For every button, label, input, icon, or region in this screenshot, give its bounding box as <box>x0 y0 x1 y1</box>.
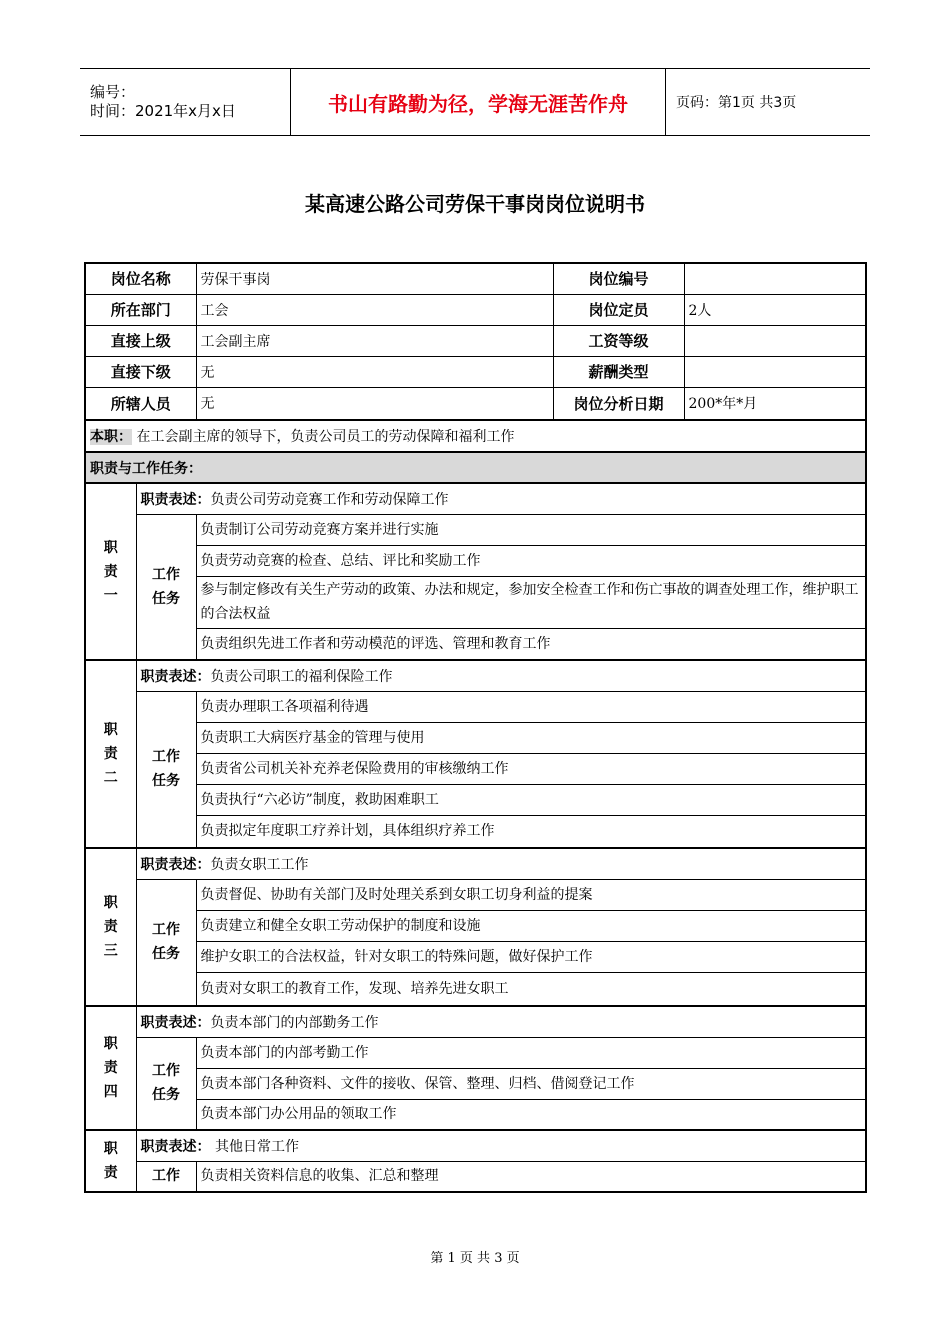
duty-label: 本职： <box>90 429 132 445</box>
responsibility-label-char: 职 <box>103 539 118 556</box>
task-item: 负责职工大病医疗基金的管理与使用 <box>196 722 866 753</box>
staff-label: 所辖人员 <box>85 387 196 420</box>
subordinate-value: 无 <box>196 356 553 387</box>
task-item: 负责本部门各种资料、文件的接收、保管、整理、归档、借阅登记工作 <box>196 1068 866 1099</box>
number-label: 编号： <box>90 83 136 101</box>
job-no-label: 岗位编号 <box>553 263 684 294</box>
responsibility-label <box>85 1130 136 1192</box>
task-item: 参与制定修改有关生产劳动的政策、办法和规定，参加安全检查工作和伤亡事故的调查处理工作，维护职工的合法权益 <box>196 576 866 628</box>
task-label-line: 任务 <box>152 773 180 790</box>
responsibility-label-char: 四 <box>103 1084 118 1100</box>
salary-label: 薪酬类型 <box>553 356 684 387</box>
responsibility-label-char: 一 <box>103 587 118 604</box>
task-item: 负责办理职工各项福利待遇 <box>196 691 866 722</box>
task-item: 负责相关资料信息的收集、汇总和整理 <box>196 1161 866 1192</box>
task-label-line: 任务 <box>152 1087 180 1104</box>
task-label <box>136 1037 196 1130</box>
description-label: 职责表述： <box>140 1138 211 1155</box>
wage-value <box>684 325 866 356</box>
task-label <box>136 879 196 1006</box>
task-item: 负责省公司机关补充养老保险费用的审核缴纳工作 <box>196 753 866 784</box>
description-text: 负责公司职工的福利保险工作 <box>210 668 393 685</box>
responsibility-label-char: 职 <box>103 722 118 738</box>
duty-text: 在工会副主席的领导下，负责公司员工的劳动保障和福利工作 <box>136 429 515 445</box>
responsibility-label-char: 责 <box>103 1060 118 1076</box>
date-label: 岗位分析日期 <box>553 387 684 420</box>
task-label <box>136 1161 196 1192</box>
task-label-line: 任务 <box>152 946 180 963</box>
task-label-line: 工作 <box>152 1063 180 1080</box>
task-label <box>136 514 196 660</box>
task-label-line: 任务 <box>152 590 180 607</box>
task-item: 负责劳动竞赛的检查、总结、评比和奖励工作 <box>196 545 866 576</box>
responsibility-label-char: 二 <box>103 770 118 786</box>
responsibilities-header: 职责与工作任务： <box>85 452 866 483</box>
motto: 书山有路勤为径，学海无涯苦作舟 <box>291 69 666 136</box>
description-text: 其他日常工作 <box>210 1138 299 1155</box>
responsibility-description <box>136 1006 866 1037</box>
job-name-label: 岗位名称 <box>85 263 196 294</box>
time-label: 时间：2021年x月x日 <box>90 102 236 120</box>
responsibility-label <box>85 1006 136 1130</box>
quota-value: 2人 <box>684 294 866 325</box>
subordinate-label: 直接下级 <box>85 356 196 387</box>
task-item: 负责执行“六必访”制度，救助困难职工 <box>196 784 866 815</box>
superior-label: 直接上级 <box>85 325 196 356</box>
responsibility-label-char: 责 <box>103 746 118 762</box>
responsibility-description <box>136 660 866 691</box>
description-text: 负责本部门的内部勤务工作 <box>210 1014 379 1031</box>
dept-value: 工会 <box>196 294 553 325</box>
superior-value: 工会副主席 <box>196 325 553 356</box>
responsibility-label-char: 责 <box>103 563 118 580</box>
quota-label: 岗位定员 <box>553 294 684 325</box>
page-footer: 第 1 页 共 3 页 <box>430 1251 520 1266</box>
job-description-table <box>84 262 867 1193</box>
responsibility-label-char: 责 <box>103 1165 118 1181</box>
page-header <box>80 68 870 136</box>
page-info: 页码：第1页 共3页 <box>676 95 797 111</box>
task-item: 负责本部门的内部考勤工作 <box>196 1037 866 1068</box>
task-item: 负责督促、协助有关部门及时处理关系到女职工切身利益的提案 <box>196 879 866 910</box>
task-item: 负责建立和健全女职工劳动保护的制度和设施 <box>196 910 866 941</box>
job-name-value: 劳保干事岗 <box>196 263 553 294</box>
task-item: 负责对女职工的教育工作，发现、培养先进女职工 <box>196 972 866 1006</box>
responsibility-label-char: 职 <box>103 895 118 911</box>
header-meta <box>80 69 291 136</box>
responsibility-label-char: 责 <box>103 919 118 935</box>
responsibility-label <box>85 848 136 1006</box>
task-label-line: 工作 <box>152 922 180 939</box>
wage-label: 工资等级 <box>553 325 684 356</box>
salary-value <box>684 356 866 387</box>
task-label <box>136 691 196 848</box>
staff-value: 无 <box>196 387 553 420</box>
document-title: 某高速公路公司劳保干事岗岗位说明书 <box>305 192 645 216</box>
responsibility-label-char: 职 <box>103 1036 118 1052</box>
responsibility-description <box>136 1130 866 1161</box>
responsibility-label-char: 职 <box>103 1141 118 1157</box>
task-item: 维护女职工的合法权益，针对女职工的特殊问题，做好保护工作 <box>196 941 866 972</box>
task-item: 负责制订公司劳动竞赛方案并进行实施 <box>196 514 866 545</box>
description-label: 职责表述： <box>140 491 211 508</box>
responsibility-label <box>85 660 136 848</box>
description-text: 负责女职工工作 <box>210 856 309 873</box>
task-label-line: 工作 <box>152 566 180 583</box>
duty-row <box>85 420 866 452</box>
description-label: 职责表述： <box>140 1014 211 1031</box>
task-label-line: 工作 <box>152 749 180 766</box>
task-item: 负责组织先进工作者和劳动模范的评选、管理和教育工作 <box>196 628 866 660</box>
description-label: 职责表述： <box>140 856 211 873</box>
description-label: 职责表述： <box>140 668 211 685</box>
responsibility-label <box>85 483 136 660</box>
responsibility-description <box>136 483 866 514</box>
task-item: 负责本部门办公用品的领取工作 <box>196 1099 866 1130</box>
task-item: 负责拟定年度职工疗养计划，具体组织疗养工作 <box>196 815 866 848</box>
dept-label: 所在部门 <box>85 294 196 325</box>
job-no-value <box>684 263 866 294</box>
responsibility-description <box>136 848 866 879</box>
responsibility-label-char: 三 <box>103 943 118 959</box>
task-label-line: 工作 <box>152 1168 180 1185</box>
date-value: 200*年*月 <box>684 387 866 420</box>
description-text: 负责公司劳动竞赛工作和劳动保障工作 <box>210 491 449 508</box>
